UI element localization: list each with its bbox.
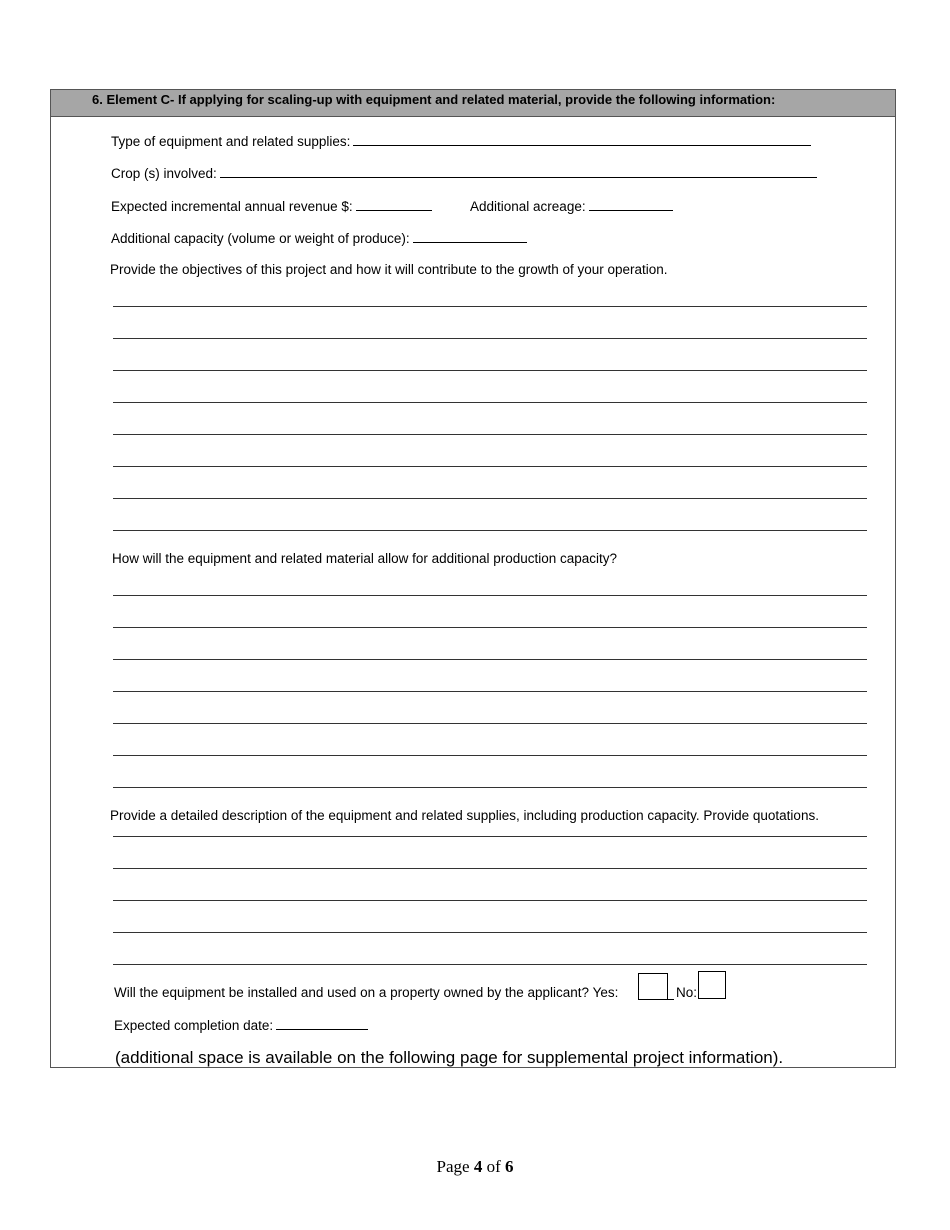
- completion-date-field: [114, 1017, 368, 1033]
- objectives-answer-line[interactable]: [113, 338, 867, 339]
- yes-underline: [668, 999, 674, 1000]
- objectives-answer-line[interactable]: [113, 402, 867, 403]
- of-word: of: [486, 1157, 501, 1176]
- revenue-input[interactable]: [356, 198, 432, 211]
- objectives-question: Provide the objectives of this project and how it will contribute to the growth of your operation.: [110, 262, 668, 277]
- description-answer-line[interactable]: [113, 900, 867, 901]
- description-answer-line[interactable]: [113, 868, 867, 869]
- description-question: Provide a detailed description of the equipment and related supplies, including production capacity. Provide quotations.: [110, 808, 819, 823]
- capacity-label: Additional capacity (volume or weight of produce):: [111, 231, 410, 246]
- crops-label: Crop (s) involved:: [111, 166, 217, 181]
- description-answer-line[interactable]: [113, 964, 867, 965]
- objectives-answer-line[interactable]: [113, 530, 867, 531]
- revenue-field: [111, 198, 432, 214]
- production-answer-line[interactable]: [113, 755, 867, 756]
- completion-date-label: Expected completion date:: [114, 1018, 274, 1033]
- equipment-type-label: Type of equipment and related supplies:: [111, 134, 351, 149]
- production-answer-line[interactable]: [113, 691, 867, 692]
- revenue-label: Expected incremental annual revenue $:: [111, 199, 353, 214]
- production-question: How will the equipment and related material allow for additional production capacity?: [112, 551, 618, 566]
- capacity-input[interactable]: [413, 230, 527, 243]
- acreage-label: Additional acreage:: [470, 199, 586, 214]
- completion-date-input[interactable]: [276, 1017, 368, 1030]
- objectives-answer-line[interactable]: [113, 306, 867, 307]
- equipment-type-input[interactable]: [353, 133, 811, 146]
- section-title: 6. Element C- If applying for scaling-up with equipment and related material, provide the following information:: [92, 92, 776, 107]
- no-checkbox[interactable]: [698, 971, 726, 999]
- current-page-number: 4: [473, 1157, 483, 1176]
- acreage-field: [470, 198, 673, 214]
- section-header: [51, 90, 895, 117]
- production-answer-line[interactable]: [113, 787, 867, 788]
- supplemental-note: (additional space is available on the following page for supplemental project information).: [115, 1048, 784, 1067]
- production-answer-line[interactable]: [113, 723, 867, 724]
- page-footer: [0, 1157, 950, 1177]
- property-question: Will the equipment be installed and used on a property owned by the applicant? Yes:: [114, 985, 619, 1000]
- production-answer-line[interactable]: [113, 627, 867, 628]
- objectives-answer-line[interactable]: [113, 498, 867, 499]
- equipment-type-field: [111, 133, 811, 149]
- page-word: Page: [436, 1157, 470, 1176]
- no-label: No:: [676, 985, 698, 1000]
- crops-field: [111, 165, 817, 181]
- description-answer-line[interactable]: [113, 836, 867, 837]
- capacity-field: [111, 230, 527, 246]
- crops-input[interactable]: [220, 165, 817, 178]
- description-answer-line[interactable]: [113, 932, 867, 933]
- objectives-answer-line[interactable]: [113, 434, 867, 435]
- objectives-answer-line[interactable]: [113, 466, 867, 467]
- total-page-number: 6: [504, 1157, 514, 1176]
- objectives-answer-line[interactable]: [113, 370, 867, 371]
- production-answer-line[interactable]: [113, 659, 867, 660]
- yes-checkbox[interactable]: [638, 973, 668, 1000]
- production-answer-line[interactable]: [113, 595, 867, 596]
- acreage-input[interactable]: [589, 198, 673, 211]
